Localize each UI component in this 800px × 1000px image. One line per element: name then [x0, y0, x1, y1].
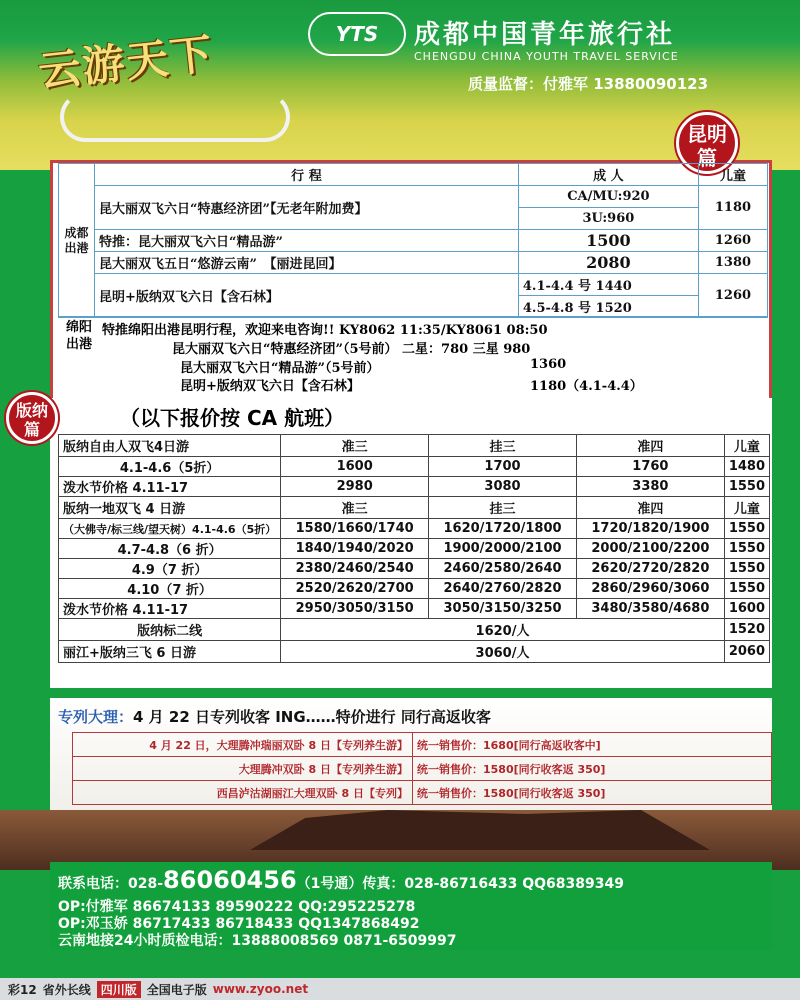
row-label: （大佛寺/标三线/望天树）4.1-4.6（5折） [59, 519, 281, 539]
special-price: 统一销售价：1680[同行高返收客中] [413, 733, 772, 757]
contact-line-1 [58, 866, 624, 894]
price-cell: 1700 [429, 457, 577, 477]
col-guasan: 挂三 [429, 497, 577, 519]
special-route: 西昌泸沽湖丽江大理双卧 8 日【专列】 [73, 781, 413, 805]
section-name: 省外长线 [42, 982, 91, 997]
departure-chengdu: 成都出港 [59, 164, 95, 318]
child-price: 1180 [698, 186, 767, 230]
price-cell: 3480/3580/4680 [576, 599, 724, 619]
row-label: 4.7-4.8（6 折） [59, 539, 281, 559]
price-cell: 2950/3050/3150 [281, 599, 429, 619]
price-cell: 3080 [429, 477, 577, 497]
cloud-decoration [60, 92, 290, 142]
special-table [72, 732, 772, 805]
special-title [58, 706, 491, 727]
banna-badge: 版纳篇 [6, 392, 58, 444]
child-price: 1550 [724, 559, 769, 579]
child-price: 1550 [724, 579, 769, 599]
mianyang-price: 1360 [530, 357, 567, 372]
price-cell: 3050/3150/3250 [429, 599, 577, 619]
kunming-badge: 昆明篇 [676, 112, 738, 174]
special-title-label: 专列大理： [58, 708, 134, 726]
mianyang-price: 1180（4.1-4.4） [530, 379, 643, 394]
child-price: 1600 [724, 599, 769, 619]
price-cell: 2380/2460/2540 [281, 559, 429, 579]
route-cell: 昆大丽双飞五日“悠游云南” 【丽进昆回】 [95, 252, 519, 274]
child-price: 1520 [724, 619, 769, 641]
company-logo: YTS [308, 12, 406, 56]
price-cell: 1620/人 [281, 619, 725, 641]
route-cell: 昆明+版纳双飞六日【含石林】 [95, 274, 519, 318]
row-label: 版纳自由人双飞4日游 [59, 435, 281, 457]
row-label: 4.1-4.6（5折） [59, 457, 281, 477]
special-title-text: 4 月 22 日专列收客 ING……特价进行 同行高返收客 [133, 708, 491, 726]
row-label: 泼水节价格 4.11-17 [59, 477, 281, 497]
footer-bar [0, 978, 800, 1000]
price-cell: 4.5-4.8 号 1520 [518, 296, 698, 318]
price-cell: 1900/2000/2100 [429, 539, 577, 559]
row-label: 版纳标二线 [59, 619, 281, 641]
edition-tag: 四川版 [97, 981, 141, 998]
row-label: 泼水节价格 4.11-17 [59, 599, 281, 619]
price-cell: 2860/2960/3060 [576, 579, 724, 599]
mianyang-line: 昆大丽双飞六日“特惠经济团”（5号前） 二星：780 三星 980 [172, 342, 531, 357]
col-zhunsi: 准四 [576, 497, 724, 519]
col-adult: 成 人 [518, 164, 698, 186]
child-price: 1480 [724, 457, 769, 477]
edition-label: 全国电子版 [146, 982, 207, 997]
website-link[interactable]: www.zyoo.net [212, 982, 309, 996]
col-child: 儿童 [724, 497, 769, 519]
price-cell: 1840/1940/2020 [281, 539, 429, 559]
price-cell: 2520/2620/2700 [281, 579, 429, 599]
special-price: 统一销售价：1580[同行收客返 350] [413, 757, 772, 781]
main-phone: 86060456 [163, 866, 297, 894]
mianyang-line: 昆明+版纳双飞六日【含石林】 [180, 379, 360, 394]
mianyang-intro: 特推绵阳出港昆明行程，欢迎来电咨询!! KY8062 11:35/KY8061 08:50 [102, 323, 548, 338]
route-cell: 昆大丽双飞六日“特惠经济团”【无老年附加费】 [95, 186, 519, 230]
price-cell: 1720/1820/1900 [576, 519, 724, 539]
departure-mianyang: 绵阳出港 [65, 320, 92, 352]
col-child: 儿童 [724, 435, 769, 457]
price-cell: 2080 [518, 252, 698, 274]
price-cell: 1760 [576, 457, 724, 477]
child-price: 1550 [724, 539, 769, 559]
company-name: 成都中国青年旅行社 [414, 20, 676, 50]
col-guasan: 挂三 [429, 435, 577, 457]
price-cell: 2460/2580/2640 [429, 559, 577, 579]
col-zhunsan: 准三 [281, 435, 429, 457]
contact-line-2: OP:付雅军 86674133 89590222 QQ:295225278 [58, 899, 416, 915]
price-cell: CA/MU:920 [518, 186, 698, 208]
banna-title: （以下报价按 CA 航班） [120, 406, 345, 430]
contact-line-3: OP:邓玉娇 86717433 86718433 QQ1347868492 [58, 916, 420, 932]
col-zhunsan: 准三 [281, 497, 429, 519]
price-cell: 2640/2760/2820 [429, 579, 577, 599]
child-price: 1550 [724, 477, 769, 497]
price-cell: 3380 [576, 477, 724, 497]
banna-table [58, 434, 770, 663]
col-zhunsi: 准四 [576, 435, 724, 457]
child-price: 1260 [698, 230, 767, 252]
price-cell: 2000/2100/2200 [576, 539, 724, 559]
price-cell: 3060/人 [281, 641, 725, 663]
row-label: 4.9（7 折） [59, 559, 281, 579]
price-cell: 1580/1660/1740 [281, 519, 429, 539]
child-price: 2060 [724, 641, 769, 663]
contact-line-4: 云南地接24小时质检电话：13888008569 0871-6509997 [58, 933, 457, 949]
mianyang-line: 昆大丽双飞六日“精品游”（5号前） [180, 361, 380, 376]
special-price: 统一销售价：1580[同行收客返 350] [413, 781, 772, 805]
slogan: 云游天下 [36, 28, 217, 97]
page-number: 彩12 [8, 982, 37, 997]
price-cell: 4.1-4.4 号 1440 [518, 274, 698, 296]
child-price: 1380 [698, 252, 767, 274]
kunming-table [58, 163, 768, 318]
company-name-en: CHENGDU CHINA YOUTH TRAVEL SERVICE [414, 50, 679, 63]
child-price: 1260 [698, 274, 767, 318]
row-label: 版纳一地双飞 4 日游 [59, 497, 281, 519]
child-price: 1550 [724, 519, 769, 539]
col-child: 儿童 [698, 164, 767, 186]
special-route: 大理腾冲双卧 8 日【专列养生游】 [73, 757, 413, 781]
price-cell: 3U:960 [518, 208, 698, 230]
row-label: 4.10（7 折） [59, 579, 281, 599]
price-cell: 2980 [281, 477, 429, 497]
price-cell: 1600 [281, 457, 429, 477]
special-route: 4 月 22 日，大理腾冲瑞丽双卧 8 日【专列养生游】 [73, 733, 413, 757]
contact-box [50, 862, 772, 950]
price-cell: 2620/2720/2820 [576, 559, 724, 579]
col-route: 行 程 [95, 164, 519, 186]
phone-label: 联系电话：028- [58, 876, 164, 892]
mianyang-block [58, 316, 768, 394]
route-cell: 特推：昆大丽双飞六日“精品游” [95, 230, 519, 252]
price-cell: 1620/1720/1800 [429, 519, 577, 539]
row-label: 丽江+版纳三飞 6 日游 [59, 641, 281, 663]
supervisor-line: 质量监督：付雅军 13880090123 [468, 75, 709, 93]
price-cell: 1500 [518, 230, 698, 252]
fax-qq: （1号通）传真：028-86716433 QQ68389349 [296, 876, 624, 892]
